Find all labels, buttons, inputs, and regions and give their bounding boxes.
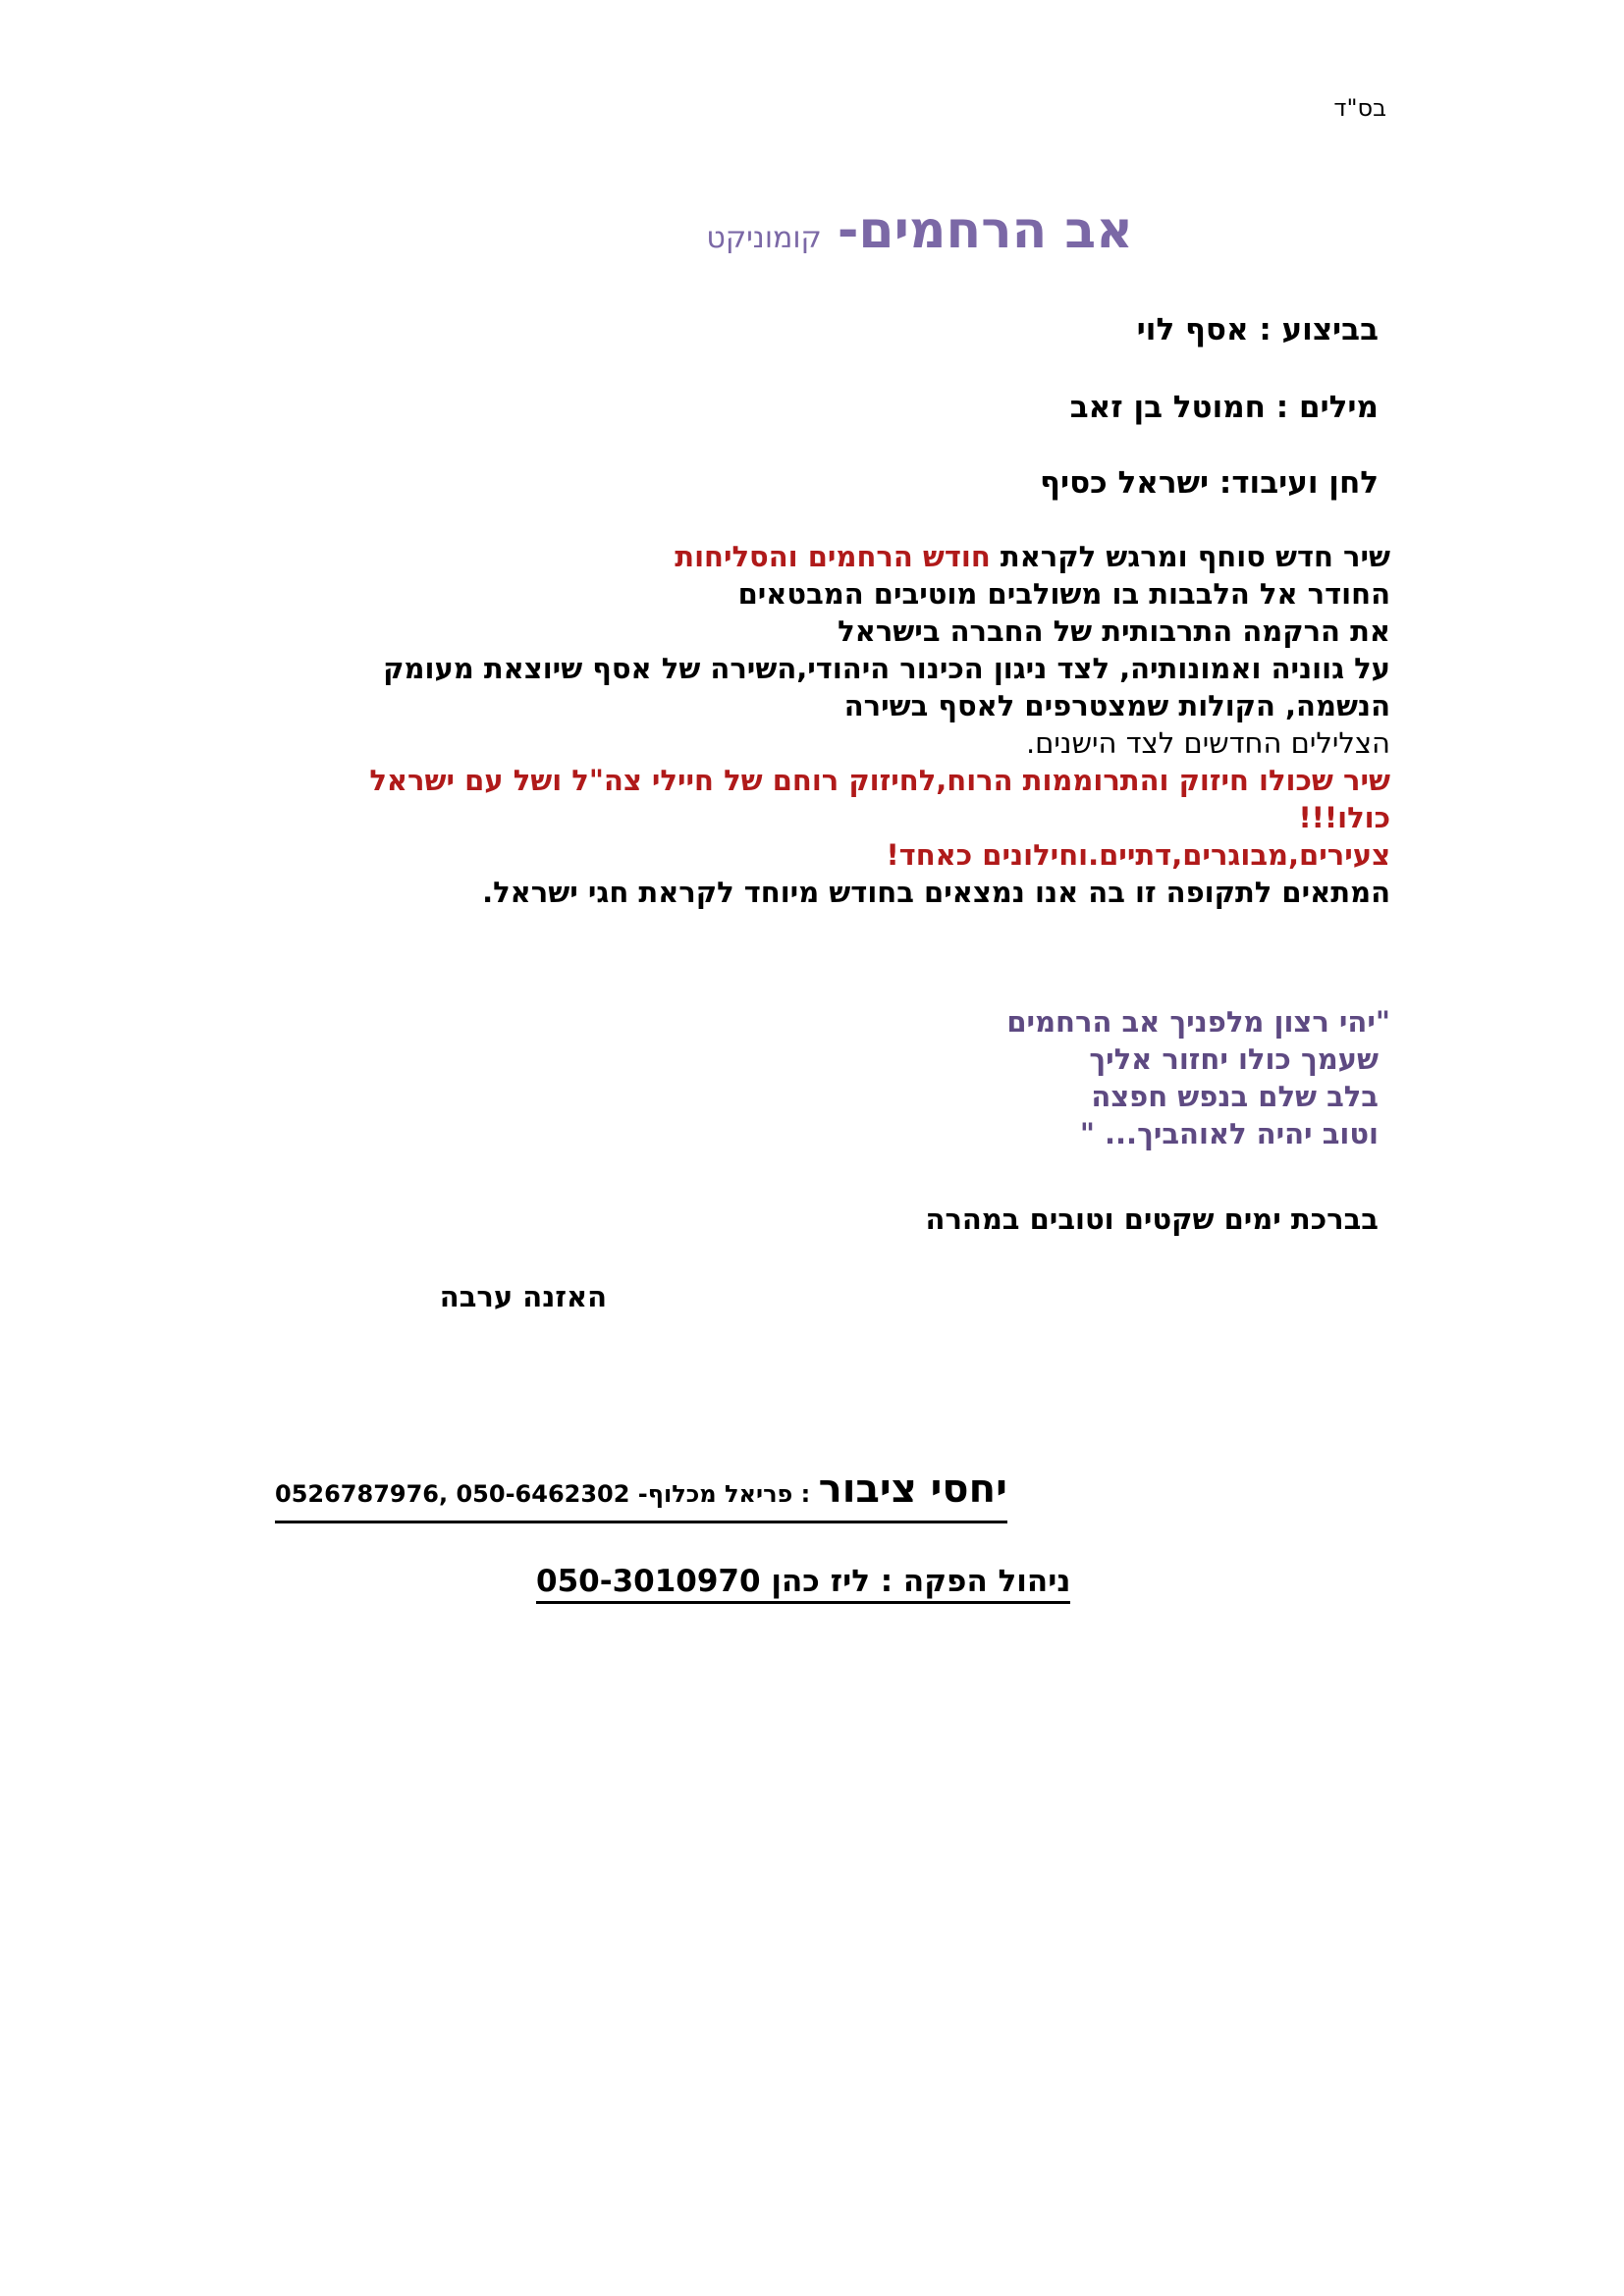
page-title (706, 201, 1133, 260)
poem-line-4: וטוב יהיה לאוהביך... " (1079, 1117, 1379, 1150)
body-line-8: כולו!!! (1298, 801, 1390, 834)
credit-performer: בביצוע : אסף לוי (1136, 312, 1379, 347)
body-line-4: על גווניה ואמונותיה, לצד ניגון הכינור היהודי,השירה של אסף שיוצאת מעומק (383, 652, 1390, 685)
description-paragraph (212, 538, 1390, 911)
pr-label: יחסי ציבור (818, 1467, 1007, 1512)
credit-composer: לחן ועיבוד: ישראל כסיף (1040, 465, 1379, 501)
credit-lyrics: מילים : חמוטל בן זאב (1069, 390, 1379, 425)
pr-contact (275, 1468, 1007, 1523)
poem-line-1: "יהי רצון מלפניך אב הרחמים (1006, 1005, 1390, 1039)
body-line-3: את הרקמה התרבותית של החברה בישראל (838, 614, 1390, 648)
title-main: אב הרחמים- (837, 201, 1133, 260)
production-contact: ניהול הפקה : ליז כהן 050-3010970 (536, 1564, 1070, 1604)
body-line-1-highlight: חודש הרחמים והסליחות (675, 540, 991, 573)
closing-signoff: האזנה ערבה (439, 1280, 607, 1313)
body-line-6: הצלילים החדשים לצד הישנים. (1025, 726, 1390, 760)
poem-line-2: שעמך כולו יחזור אליך (1089, 1042, 1379, 1076)
poem-quote (1006, 1003, 1390, 1152)
body-line-9: צעירים,מבוגרים,דתיים.וחילונים כאחד! (886, 838, 1390, 872)
pr-detail: : פריאל מכלוף- 050-6462302 ,0526787976 (275, 1480, 819, 1508)
body-line-1-text: שיר חדש סוחף ומרגש לקראת (990, 540, 1390, 573)
body-line-2: החודר אל הלבבות בו משולבים מוטיבים המבטאים (737, 577, 1390, 611)
body-line-5: הנשמה, הקולות שמצטרפים לאסף בשירה (843, 689, 1390, 722)
closing-blessing: בברכת ימים שקטים וטובים במהרה (925, 1202, 1379, 1236)
poem-line-3: בלב שלם בנפש חפצה (1091, 1080, 1379, 1113)
title-sub: קומוניקט (706, 221, 822, 255)
body-line-1 (212, 538, 1390, 575)
bsd-header: בס"ד (1333, 94, 1386, 122)
body-line-10: המתאים לתקופה זו בה אנו נמצאים בחודש מיוחד לקראת חגי ישראל. (482, 876, 1390, 909)
body-line-7: שיר שכולו חיזוק והתרוממות הרוח,לחיזוק רוחם של חיילי צה"ל ושל עם ישראל (369, 764, 1390, 797)
